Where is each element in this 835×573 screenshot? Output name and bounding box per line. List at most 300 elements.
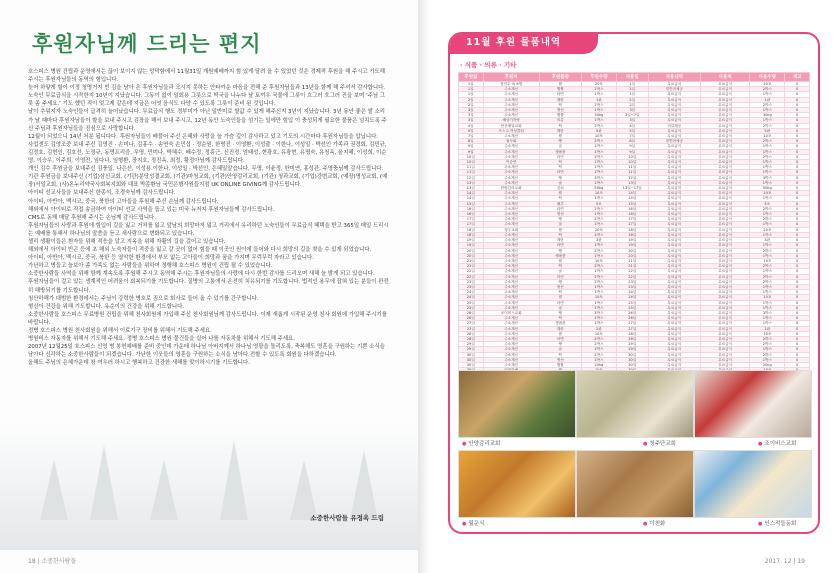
table-cell: 주소계신 — [483, 97, 539, 102]
table-cell: 1박스 — [581, 149, 616, 154]
table-cell: 라면 — [539, 243, 581, 248]
letter-paragraph: 가난하고 병들고 늘보아 좀 가족도 없는 사람들을 위하여 정행해 호스피스 병원이 건립 될 수 있었습니다. — [28, 263, 273, 270]
table-cell: 무료급식 — [701, 232, 750, 237]
table-cell: 16일 — [616, 212, 648, 217]
table-cell: 0 — [785, 175, 810, 180]
table-cell: 의류 — [539, 118, 581, 123]
table-cell: 1박스 — [750, 305, 785, 310]
table-cell: 27일 — [616, 321, 648, 326]
table-cell: 2박스 — [581, 154, 616, 159]
table-cell: 무료급식 — [648, 357, 701, 362]
table-cell: 무료급식 — [648, 160, 701, 165]
table-cell: 무료급식 — [701, 279, 750, 284]
table-cell: 14일 — [459, 191, 484, 196]
table-cell: 주소계신 — [483, 347, 539, 352]
table-cell: 빵 — [539, 175, 581, 180]
table-cell: 가스고 여성클럽 — [483, 128, 539, 133]
letter-paragraph: 올해도 주님의 은혜가운데 참 여우러 하시고 행복하고 건강한 새해를 맞이하시기를 기도합니다. — [28, 360, 250, 367]
table-cell: 0 — [785, 102, 810, 107]
table-cell: 26일 — [616, 310, 648, 315]
letter-paragraph: 사업센도 김영조중 보내 주신 김영진 · 손미나, 김홍수 · 송연숙 손민섭 · 정순원, 한명진 · 이영환, 이성출 · 이한나, 이성일 · 박선인 가족과 권경회, 김민규, 김정호, 김현인, 김호선, 노정규, 동명프리즘, 무명, 민미나, 박혜수, 배수정, 정흥근, 신진정, 엄태성, 현광호, 유광현, 유명숙, 유청옥, 윤지혜, 이성희, 이순영, 이승우, 이주희, 이영진, 임다나, 임형환, 장지호, 정진옥, 최정, 황정아님께 감사드립니다. — [28, 141, 387, 165]
table-cell: 0 — [785, 279, 810, 284]
table-cell: 7일 — [616, 134, 648, 139]
table-cell: 주소계신 — [483, 92, 539, 97]
table-cell: 11일 — [459, 165, 484, 170]
table-cell: 1박스 — [581, 316, 616, 321]
table-cell: 2박스 — [581, 279, 616, 284]
table-cell: 0 — [785, 92, 810, 97]
table-cell: 무료급식 — [648, 290, 701, 295]
table-cell: 0 — [785, 300, 810, 305]
photo-caption: ● 청주단교회 — [643, 439, 676, 447]
photo-caption: ● 이천화 — [643, 519, 665, 527]
table-cell: 3일 — [459, 108, 484, 113]
table-cell: 무료급식 — [648, 295, 701, 300]
table-cell: 0 — [785, 134, 810, 139]
table-cell: 무료급식 — [648, 201, 701, 206]
table-cell: 계란 — [539, 97, 581, 102]
table-cell: 주소계신 — [483, 175, 539, 180]
table-cell: 17일 — [616, 217, 648, 222]
table-cell: 29일 — [616, 347, 648, 352]
table-cell: 무료급식 — [701, 253, 750, 258]
table-cell: 생선 — [539, 108, 581, 113]
table-cell: 2일 — [616, 97, 648, 102]
table-cell: 무료급식 — [648, 274, 701, 279]
table-cell: 0 — [785, 87, 810, 92]
table-cell: 떡 — [539, 264, 581, 269]
table-cell: 무료급식 — [648, 310, 701, 315]
table-cell: 쌀 — [539, 82, 581, 87]
table-cell: 무료급식 — [701, 331, 750, 336]
table-cell: 10포 — [750, 295, 785, 300]
table-cell: 9일 — [616, 144, 648, 149]
table-cell: 무료급식 — [701, 118, 750, 123]
table-cell: 30일 — [616, 352, 648, 357]
table-cell: 0 — [785, 160, 810, 165]
table-cell: 9일 — [459, 144, 484, 149]
table-cell: 27일 — [616, 326, 648, 331]
table-cell: 배상기자랑 — [483, 118, 539, 123]
table-cell: 0 — [785, 310, 810, 315]
table-cell: 10일 — [616, 154, 648, 159]
table-cell: 무료급식 — [701, 342, 750, 347]
table-cell: 안산제일교회 — [483, 123, 539, 128]
table-cell: 2일 — [459, 97, 484, 102]
table-cell: 2박스 — [581, 217, 616, 222]
table-cell: 무료급식 — [648, 154, 701, 159]
table-cell: 13일 — [459, 186, 484, 191]
table-cell: 2박스 — [750, 123, 785, 128]
table-cell: 무료급식 — [701, 128, 750, 133]
column-header: 후원품종 — [539, 73, 581, 82]
table-cell: 20일 — [459, 248, 484, 253]
table-cell: 햅쌀 — [539, 362, 581, 367]
letter-paragraph: 소중한사람들 사역을 위해 함께 계속도록 후원해 주시고 동역해 주시는 후원자님들의 사랑에 다시 한번 감사를 드리오며 새해 늘 밝게 되고 있습니다. — [28, 271, 375, 278]
column-header: 사용수량 — [750, 73, 785, 82]
table-cell: 주소계신 — [483, 321, 539, 326]
table-cell: 5포 — [750, 201, 785, 206]
table-cell: 1일 — [459, 87, 484, 92]
table-cell: 무료급식 — [648, 264, 701, 269]
table-cell: 0 — [785, 357, 810, 362]
table-cell: 무료급식 — [701, 347, 750, 352]
column-header: 사용내역 — [648, 73, 701, 82]
table-cell: 0 — [785, 248, 810, 253]
table-cell: 2박스 — [750, 274, 785, 279]
table-cell: 라면 — [539, 170, 581, 175]
table-cell: 무료급식 — [701, 82, 750, 87]
table-cell: 1박스 — [750, 212, 785, 217]
table-cell: 귤 — [539, 222, 581, 227]
table-cell: 13일 — [459, 180, 484, 185]
table-cell: 무료급식 — [648, 97, 701, 102]
donation-table — [458, 72, 810, 394]
letter-paragraph: 날이 추워지자 노숙인들이 급격히 늘어났습니다. 무료급식 행도 정부미가 아닌 일반미로 쌀값 수 있게 해주신지 3년이 지났습니다. 3년 동안 좋은 쌀 소리가 날 때마다 후원자님들이 할을 보내 주시고 김장을 해서 보내 주시고, 12년 동안 노숙인들을 섬기는 일에만 힘입 이 충성되게 필요한 물품은 넘치도록 주신 주님과 후원자님들을 진심으로 사랑합니다. — [28, 109, 387, 132]
table-cell: 주소계신 — [483, 232, 539, 237]
table-cell: 0 — [785, 274, 810, 279]
table-cell: 0 — [785, 305, 810, 310]
table-cell: 무료급식 — [701, 180, 750, 185]
table-cell: 무료급식 — [701, 206, 750, 211]
table-cell: 10포 — [750, 258, 785, 263]
letter-paragraph: 청산하해가 대범한 환경에서는 주님이 강력한 병호로 짐으로 회사로 들어 올 수 있기를 간구합니다. — [28, 295, 259, 302]
table-cell: 3판 — [581, 238, 616, 243]
table-cell: 1박스 — [750, 180, 785, 185]
table-cell: 20kg — [750, 362, 785, 367]
table-cell: 2박스 — [581, 206, 616, 211]
table-cell: 0 — [785, 352, 810, 357]
table-cell: 주소계신 — [483, 362, 539, 367]
table-cell: 무료급식 — [701, 243, 750, 248]
table-cell: 10포 — [750, 331, 785, 336]
table-cell: 1박스 — [750, 347, 785, 352]
table-cell: 30일 — [459, 357, 484, 362]
letter-paragraph: 형신이 건강을 위해 기도합니다. 유순이의 건강을 위해 기도합니다. — [28, 303, 185, 310]
table-cell: 0 — [785, 258, 810, 263]
table-cell: 19일 — [459, 238, 484, 243]
table-cell: 18일 — [459, 227, 484, 232]
table-cell: 0 — [785, 149, 810, 154]
table-cell: 주소계신 — [483, 196, 539, 201]
table-cell: 무료급식 — [701, 186, 750, 191]
table-cell: 주소계신 — [483, 357, 539, 362]
photo-rice-bags — [458, 370, 576, 438]
table-cell: 무료급식 — [648, 284, 701, 289]
table-cell: 1박스 — [581, 92, 616, 97]
table-cell: 밑반찬제공 — [648, 87, 701, 92]
table-cell: 무료급식 — [701, 139, 750, 144]
table-cell: 19일 — [459, 243, 484, 248]
table-cell: 무료급식 — [701, 149, 750, 154]
table-cell: 빵 — [539, 139, 581, 144]
tree-icon — [90, 445, 118, 520]
table-cell: 주소계신 — [483, 331, 539, 336]
table-cell: 빵 — [539, 217, 581, 222]
photo-caption: ● 안양감리교회 — [462, 439, 500, 447]
table-cell: 1박스 — [750, 316, 785, 321]
table-cell: 10포 — [750, 191, 785, 196]
table-cell: 18일 — [616, 227, 648, 232]
table-cell: 1박스 — [581, 165, 616, 170]
table-cell: 무료급식 — [648, 82, 701, 87]
table-cell: 10포 — [581, 295, 616, 300]
table-cell: 17일 — [459, 217, 484, 222]
table-cell: 16일 — [459, 206, 484, 211]
table-cell: 무료급식 — [648, 279, 701, 284]
table-cell: 0 — [785, 191, 810, 196]
table-cell: 무료급식 — [648, 144, 701, 149]
table-cell: 1박스 — [750, 232, 785, 237]
table-cell: 풍진수 외 6명 — [483, 82, 539, 87]
table-cell: 2판 — [581, 326, 616, 331]
table-cell: 2일 — [459, 102, 484, 107]
table-cell: 떡 — [539, 232, 581, 237]
table-cell: 27일 — [459, 321, 484, 326]
table-cell: 25일 — [616, 300, 648, 305]
table-cell: 3일 — [616, 108, 648, 113]
table-cell: 조이비스교회 — [483, 310, 539, 315]
table-cell: 14일 — [616, 191, 648, 196]
table-cell: 1박스 — [750, 92, 785, 97]
table-cell: 2박스 — [581, 139, 616, 144]
table-cell: 무료급식 — [648, 326, 701, 331]
letter-paragraph: 개인 김수 후원금을 보내주신 김풍일, 나은선, 이성용.이한나, 이성일 · 박선인, 은혜밀알습니다, 무명, 이윤정, 한미연, 홍성관, 주영충님께 감사드립니다. — [28, 166, 384, 173]
table-cell: 무료급식 — [701, 92, 750, 97]
table-cell: 2판 — [750, 326, 785, 331]
table-cell: 2박스 — [581, 352, 616, 357]
table-cell: 1박스 — [581, 290, 616, 295]
table-cell: 쌀 — [539, 191, 581, 196]
table-cell: 9일 — [616, 149, 648, 154]
table-cell: 주소계신 — [483, 295, 539, 300]
table-cell: 무료급식 — [701, 175, 750, 180]
table-cell: 주소계신 — [483, 342, 539, 347]
tree-icon — [40, 460, 68, 520]
table-cell: 무료급식 — [648, 165, 701, 170]
letter-paragraph: 정병 호스피스 병원 천사회원을 위해서 이료기구 장비를 위해서 기도해 주세요. — [28, 328, 212, 334]
table-cell: 생선 — [539, 284, 581, 289]
table-cell: 무료급식 — [648, 243, 701, 248]
table-cell: 햅쌀 — [539, 87, 581, 92]
table-cell: 무료급식 — [648, 175, 701, 180]
table-cell: 2박스 — [750, 279, 785, 284]
table-cell: 무료급식 — [701, 336, 750, 341]
table-cell: 0 — [785, 212, 810, 217]
table-cell: 0 — [785, 196, 810, 201]
table-cell: 무료급식 — [648, 248, 701, 253]
table-cell: 주소계신 — [483, 290, 539, 295]
table-cell: 3박스 — [581, 175, 616, 180]
table-cell: 무료급식 — [701, 113, 750, 118]
table-cell: 26일 — [616, 316, 648, 321]
table-cell: 배추 — [539, 201, 581, 206]
table-cell: 24일 — [459, 295, 484, 300]
table-cell: 주소계신 — [483, 248, 539, 253]
column-header: 후원수량 — [581, 73, 616, 82]
table-cell: 1박스 — [750, 269, 785, 274]
table-cell: 무료급식 — [648, 196, 701, 201]
table-cell: 28일 — [459, 336, 484, 341]
table-cell: 1일 — [459, 82, 484, 87]
table-cell: 5일 — [459, 128, 484, 133]
table-cell: 2박스 — [750, 248, 785, 253]
table-cell: 무료급식 — [648, 227, 701, 232]
table-cell: 15일 — [616, 201, 648, 206]
table-cell: 무료급식 — [701, 290, 750, 295]
table-cell: 20포 — [581, 227, 616, 232]
table-cell: 2박스 — [750, 217, 785, 222]
table-cell: 주소계신 — [483, 149, 539, 154]
table-cell: 주소계신 — [483, 222, 539, 227]
table-cell: 20일 — [459, 253, 484, 258]
table-cell: 주소계신 — [483, 154, 539, 159]
table-cell: 무료급식 — [648, 321, 701, 326]
table-cell: 무료급식 — [648, 347, 701, 352]
table-cell: 무료급식 — [701, 196, 750, 201]
table-cell: 10포 — [581, 258, 616, 263]
table-cell: 27일 — [459, 326, 484, 331]
table-cell: 1박스 — [750, 144, 785, 149]
table-cell: 1박스 — [581, 284, 616, 289]
table-cell: 19일 — [616, 238, 648, 243]
table-cell: 21일 — [616, 258, 648, 263]
table-cell: 10일 — [459, 154, 484, 159]
page-footer-right: 2017. 12 | 19 — [764, 558, 805, 565]
table-cell: 2박스 — [581, 274, 616, 279]
table-cell: 무료급식 — [648, 113, 701, 118]
table-cell: 주소계신 — [483, 191, 539, 196]
table-cell: 2박스 — [750, 206, 785, 211]
table-cell: 주소계신 — [483, 144, 539, 149]
table-cell: 7일 — [459, 134, 484, 139]
table-cell: 29일 — [459, 342, 484, 347]
table-cell: 2박스 — [581, 264, 616, 269]
table-cell: 1박스 — [750, 196, 785, 201]
letter-paragraph: 셀리 생활이들은 흰자들 위해 적응을 알고 지옥을 위해 자활의 길을 걸어고 있습니다. — [28, 238, 226, 245]
table-cell: 무료급식 — [701, 264, 750, 269]
table-cell: 무료급식 — [648, 352, 701, 357]
table-cell: 0 — [785, 186, 810, 191]
table-cell: 떡 — [539, 196, 581, 201]
table-cell: 3일~7일 — [616, 113, 648, 118]
table-cell: 14일 — [616, 196, 648, 201]
table-cell: 2박스 — [581, 336, 616, 341]
table-cell: 주소계신 — [483, 269, 539, 274]
table-cell: 23일 — [459, 279, 484, 284]
table-cell: 무료급식 — [701, 97, 750, 102]
table-cell: 무료급식 — [701, 300, 750, 305]
table-cell: 21일 — [459, 258, 484, 263]
table-cell: 1박스 — [750, 253, 785, 258]
table-cell: 무료급식 — [701, 154, 750, 159]
table-cell: 0 — [785, 82, 810, 87]
table-cell: 10포 — [581, 191, 616, 196]
table-cell: 1일 — [459, 92, 484, 97]
table-cell: 1박스 — [581, 170, 616, 175]
table-cell: 무료급식 — [648, 128, 701, 133]
photo-fruit-boxes — [576, 450, 694, 518]
table-cell: 0 — [785, 97, 810, 102]
photo-caption: ● 조이비스교회 — [758, 439, 796, 447]
table-cell: 29일 — [616, 342, 648, 347]
table-cell: 1박스 — [581, 196, 616, 201]
table-cell: 햅쌀 — [539, 113, 581, 118]
table-cell: 1박스 — [750, 321, 785, 326]
table-cell: 무료급식 — [648, 92, 701, 97]
table-cell: 2박스 — [750, 342, 785, 347]
table-cell: 11일 — [459, 170, 484, 175]
table-cell: 23일 — [459, 284, 484, 289]
table-cell: 0 — [785, 222, 810, 227]
table-cell: 26일 — [459, 316, 484, 321]
table-cell: 1박스 — [750, 222, 785, 227]
table-cell: 0 — [785, 331, 810, 336]
table-cell: 4일 — [459, 123, 484, 128]
table-cell: 계란 — [539, 238, 581, 243]
table-cell: 28일 — [459, 331, 484, 336]
table-cell: 무료급식 — [701, 165, 750, 170]
table-cell: 13일 — [616, 180, 648, 185]
letter-paragraph: CMS로 동해 매달 후원해 주시는 손님께 감사드립니다. — [28, 214, 156, 221]
table-cell: 0 — [785, 347, 810, 352]
table-cell: 0 — [785, 201, 810, 206]
table-cell: 밑반찬제공 — [648, 139, 701, 144]
table-cell: 무료급식 — [701, 108, 750, 113]
table-cell: 무료급식 — [701, 170, 750, 175]
table-cell: 청주교회 — [483, 227, 539, 232]
letter-paragraph: 늦어 하얗게 할이 이정 청명거지 빈 김을 남아 온 후원자님들과 오시지 못하는 안타까운 마음을 전해 준 후원자님들과 13년을 함께 해 주셔서 감사합니다. — [28, 85, 385, 92]
table-cell: 주소계신 — [483, 180, 539, 185]
table-cell: 1박스 — [581, 118, 616, 123]
table-cell: 12일 — [616, 175, 648, 180]
table-cell: 20포 — [750, 227, 785, 232]
letter-paragraph: 소중한사람들 호스피스 무료병원 건립을 위해 천사회원에 가입해 주신 천사회원님께 감사드립니다. 이제 새롭게 시작된 운영 천사 회원에 가입해 주시기를 바랍니다. — [28, 311, 387, 326]
table-cell: 30kg — [750, 113, 785, 118]
table-cell: 주소계신 — [483, 108, 539, 113]
table-cell: 쌀 — [539, 134, 581, 139]
table-cell: 22일 — [616, 274, 648, 279]
table-cell: 18일 — [459, 232, 484, 237]
table-cell: 1박스 — [750, 149, 785, 154]
table-cell: 1박스 — [581, 347, 616, 352]
table-cell: 주소계신 — [483, 279, 539, 284]
table-cell: 24일 — [616, 295, 648, 300]
table-cell: 0 — [785, 206, 810, 211]
table-cell: 0 — [785, 290, 810, 295]
table-cell: 주소계신 — [483, 134, 539, 139]
table-cell: 21일 — [616, 264, 648, 269]
table-cell: 떡 — [539, 160, 581, 165]
photo-cabbage — [576, 370, 694, 438]
table-cell: 0 — [785, 342, 810, 347]
table-cell: 2박스 — [581, 87, 616, 92]
table-cell: 무료급식 — [648, 186, 701, 191]
letter-paragraph: 아이티 선교사들을 보내주신 한종석, 조경숙님께 감사드립니다. — [28, 190, 176, 197]
table-cell: 1박스 — [581, 180, 616, 185]
table-cell: 23일 — [616, 279, 648, 284]
table-cell: 1박스 — [750, 243, 785, 248]
table-cell: 2박스 — [581, 123, 616, 128]
donation-panel — [448, 32, 820, 534]
table-cell: 주소계신 — [483, 352, 539, 357]
table-cell: 무료급식 — [701, 227, 750, 232]
table-cell: 0 — [785, 180, 810, 185]
table-cell: 20일 — [616, 248, 648, 253]
table-cell: 12일 — [459, 175, 484, 180]
table-cell: 1박스 — [750, 300, 785, 305]
table-cell: 1박스 — [581, 108, 616, 113]
